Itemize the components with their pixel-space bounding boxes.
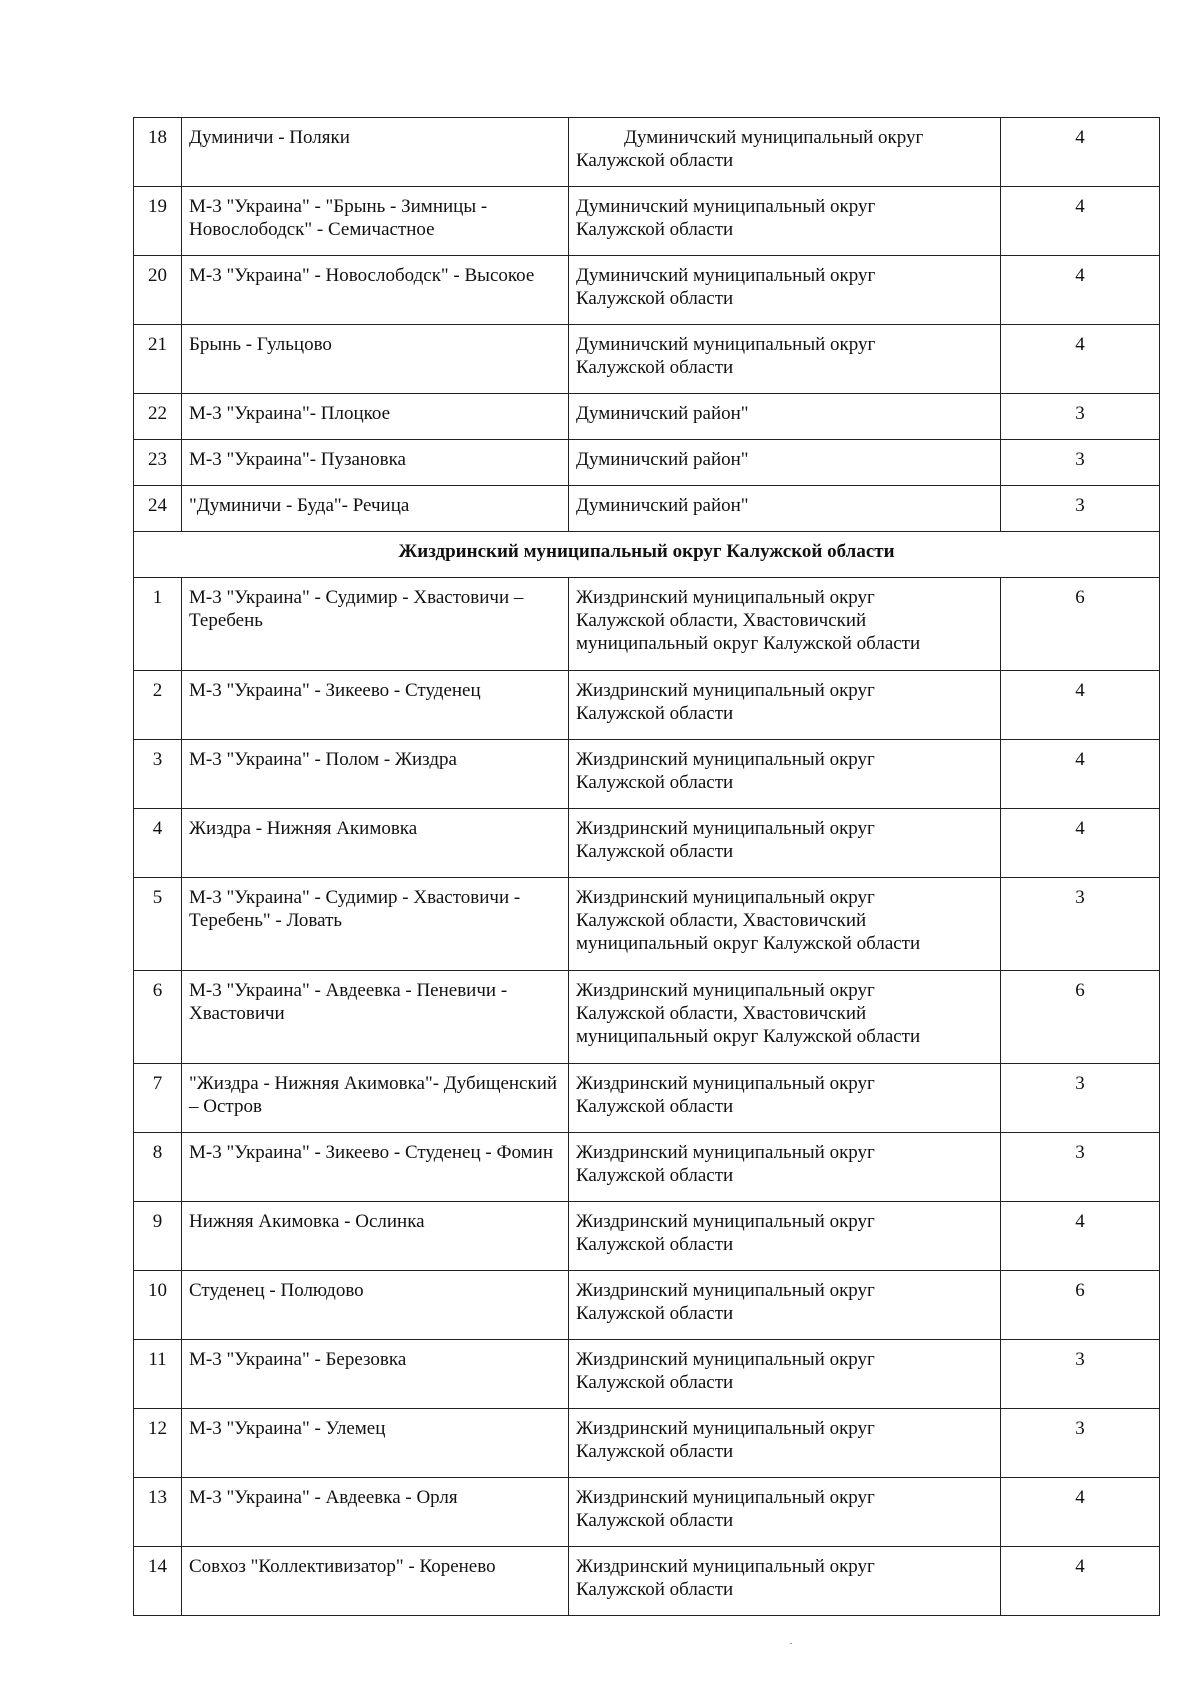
table-row xyxy=(134,578,1160,671)
road-name: М-3 "Украина" - Новослободск" - Высокое xyxy=(182,256,569,325)
area-line: муниципальный округ Калужской области xyxy=(576,633,921,654)
row-number: 9 xyxy=(134,1202,182,1271)
area-line: Калужской области xyxy=(576,288,734,309)
section-row xyxy=(134,532,1160,578)
table-row xyxy=(134,325,1160,394)
row-value: 4 xyxy=(1001,740,1160,809)
area-line: Калужской области, Хвастовичский xyxy=(576,910,867,931)
area-line: Думиничский район" xyxy=(576,403,749,424)
road-name: Думиничи - Поляки xyxy=(182,118,569,187)
row-number: 12 xyxy=(134,1409,182,1478)
table-row xyxy=(134,394,1160,440)
area-cell xyxy=(569,1064,1001,1133)
road-name: М-3 "Украина" - Березовка xyxy=(182,1340,569,1409)
area-line: Калужской области xyxy=(576,1303,734,1324)
area-line: Жиздринский муниципальный округ xyxy=(576,980,875,1001)
row-number: 20 xyxy=(134,256,182,325)
table-row xyxy=(134,1340,1160,1409)
row-value: 3 xyxy=(1001,1064,1160,1133)
area-cell xyxy=(569,1340,1001,1409)
area-line: Жиздринский муниципальный округ xyxy=(576,1280,875,1301)
road-name: "Жиздра - Нижняя Акимовка"- Дубищенский – Остров xyxy=(182,1064,569,1133)
row-value: 4 xyxy=(1001,1547,1160,1616)
road-name: Студенец - Полюдово xyxy=(182,1271,569,1340)
row-value: 4 xyxy=(1001,118,1160,187)
table-row xyxy=(134,1064,1160,1133)
road-name: М-3 "Украина" - Полом - Жиздра xyxy=(182,740,569,809)
row-value: 3 xyxy=(1001,394,1160,440)
row-value: 4 xyxy=(1001,256,1160,325)
row-number: 6 xyxy=(134,971,182,1064)
table-row xyxy=(134,1271,1160,1340)
area-line: Жиздринский муниципальный округ xyxy=(576,1349,875,1370)
area-line: муниципальный округ Калужской области xyxy=(576,1026,921,1047)
area-line: Калужской области xyxy=(576,1234,734,1255)
area-cell xyxy=(569,878,1001,971)
row-value: 4 xyxy=(1001,809,1160,878)
table-row xyxy=(134,1409,1160,1478)
area-cell xyxy=(569,1271,1001,1340)
area-cell xyxy=(569,187,1001,256)
area-line: Калужской области xyxy=(576,1441,734,1462)
road-name: М-3 "Украина" - Авдеевка - Пеневичи - Хвастовичи xyxy=(182,971,569,1064)
area-line: Калужской области xyxy=(576,1096,734,1117)
area-line: Калужской области xyxy=(576,357,734,378)
row-value: 4 xyxy=(1001,671,1160,740)
area-cell xyxy=(569,1202,1001,1271)
area-cell xyxy=(569,118,1001,187)
roads-table xyxy=(133,117,1160,1616)
row-value: 3 xyxy=(1001,1409,1160,1478)
road-name: Жиздра - Нижняя Акимовка xyxy=(182,809,569,878)
area-line: Калужской области xyxy=(576,219,734,240)
table-row xyxy=(134,971,1160,1064)
road-name: М-3 "Украина" - Зикеево - Студенец xyxy=(182,671,569,740)
table-row xyxy=(134,740,1160,809)
row-number: 11 xyxy=(134,1340,182,1409)
area-line: Жиздринский муниципальный округ xyxy=(576,1556,875,1577)
area-line: Думиничский муниципальный округ xyxy=(576,334,876,355)
row-number: 23 xyxy=(134,440,182,486)
table-row xyxy=(134,1133,1160,1202)
area-line: Калужской области xyxy=(576,772,734,793)
area-line: Калужской области xyxy=(576,703,734,724)
area-line: Калужской области xyxy=(576,150,734,171)
row-value: 4 xyxy=(1001,325,1160,394)
area-line: Калужской области xyxy=(576,841,734,862)
area-cell xyxy=(569,1409,1001,1478)
area-line: Жиздринский муниципальный округ xyxy=(576,887,875,908)
area-cell xyxy=(569,671,1001,740)
area-line: Жиздринский муниципальный округ xyxy=(576,1211,875,1232)
area-line: Жиздринский муниципальный округ xyxy=(576,1073,875,1094)
area-line: Жиздринский муниципальный округ xyxy=(576,818,875,839)
road-name: Нижняя Акимовка - Ослинка xyxy=(182,1202,569,1271)
area-line: Думиничский район" xyxy=(576,449,749,470)
table-row xyxy=(134,486,1160,532)
area-line: Калужской области xyxy=(576,1372,734,1393)
row-value: 3 xyxy=(1001,486,1160,532)
row-number: 3 xyxy=(134,740,182,809)
row-number: 18 xyxy=(134,118,182,187)
area-cell xyxy=(569,1547,1001,1616)
area-line: Жиздринский муниципальный округ xyxy=(576,680,875,701)
row-number: 2 xyxy=(134,671,182,740)
road-name: М-3 "Украина" - "Брынь - Зимницы - Новослободск" - Семичастное xyxy=(182,187,569,256)
row-value: 3 xyxy=(1001,1133,1160,1202)
road-name: М-3 "Украина"- Пузановка xyxy=(182,440,569,486)
row-value: 4 xyxy=(1001,1478,1160,1547)
area-cell xyxy=(569,740,1001,809)
row-number: 4 xyxy=(134,809,182,878)
area-cell xyxy=(569,1478,1001,1547)
area-line: Думиничский муниципальный округ xyxy=(576,196,876,217)
area-line: Думиничский муниципальный округ xyxy=(624,127,924,148)
table-row xyxy=(134,187,1160,256)
area-line: Жиздринский муниципальный округ xyxy=(576,1142,875,1163)
table-row xyxy=(134,440,1160,486)
area-cell xyxy=(569,971,1001,1064)
scan-speck xyxy=(790,1643,792,1644)
row-number: 8 xyxy=(134,1133,182,1202)
area-cell xyxy=(569,809,1001,878)
table-row xyxy=(134,671,1160,740)
road-name: Брынь - Гульцово xyxy=(182,325,569,394)
area-cell xyxy=(569,1133,1001,1202)
road-name: М-3 "Украина" - Зикеево - Студенец - Фомин xyxy=(182,1133,569,1202)
area-line: Жиздринский муниципальный округ xyxy=(576,587,875,608)
table-row xyxy=(134,1547,1160,1616)
area-line: Калужской области, Хвастовичский xyxy=(576,610,867,631)
area-line: Калужской области xyxy=(576,1165,734,1186)
area-cell xyxy=(569,394,1001,440)
area-line: Жиздринский муниципальный округ xyxy=(576,749,875,770)
row-value: 4 xyxy=(1001,1202,1160,1271)
area-line: Думиничский район" xyxy=(576,495,749,516)
area-cell xyxy=(569,578,1001,671)
row-value: 3 xyxy=(1001,440,1160,486)
area-cell xyxy=(569,256,1001,325)
area-cell xyxy=(569,325,1001,394)
row-number: 21 xyxy=(134,325,182,394)
section-title: Жиздринский муниципальный округ Калужской области xyxy=(134,532,1160,578)
area-line: Калужской области xyxy=(576,1510,734,1531)
row-number: 7 xyxy=(134,1064,182,1133)
area-line: Калужской области xyxy=(576,1579,734,1600)
area-line: Жиздринский муниципальный округ xyxy=(576,1418,875,1439)
row-number: 1 xyxy=(134,578,182,671)
row-number: 10 xyxy=(134,1271,182,1340)
row-number: 24 xyxy=(134,486,182,532)
road-name: М-3 "Украина" - Судимир - Хвастовичи - Теребень" - Ловать xyxy=(182,878,569,971)
area-line: Калужской области, Хвастовичский xyxy=(576,1003,867,1024)
row-number: 5 xyxy=(134,878,182,971)
road-name: М-3 "Украина"- Плоцкое xyxy=(182,394,569,440)
road-name: "Думиничи - Буда"- Речица xyxy=(182,486,569,532)
road-name: М-3 "Украина" - Судимир - Хвастовичи – Теребень xyxy=(182,578,569,671)
row-number: 14 xyxy=(134,1547,182,1616)
table-row xyxy=(134,256,1160,325)
table-row xyxy=(134,809,1160,878)
table-row xyxy=(134,118,1160,187)
area-line: муниципальный округ Калужской области xyxy=(576,933,921,954)
roads-table-body xyxy=(134,118,1160,1616)
area-cell xyxy=(569,440,1001,486)
area-cell xyxy=(569,486,1001,532)
row-value: 3 xyxy=(1001,878,1160,971)
row-value: 3 xyxy=(1001,1340,1160,1409)
table-row xyxy=(134,878,1160,971)
row-value: 6 xyxy=(1001,578,1160,671)
row-value: 6 xyxy=(1001,1271,1160,1340)
row-number: 19 xyxy=(134,187,182,256)
row-number: 13 xyxy=(134,1478,182,1547)
row-value: 4 xyxy=(1001,187,1160,256)
table-row xyxy=(134,1202,1160,1271)
area-line: Жиздринский муниципальный округ xyxy=(576,1487,875,1508)
road-name: М-3 "Украина" - Авдеевка - Орля xyxy=(182,1478,569,1547)
area-line: Думиничский муниципальный округ xyxy=(576,265,876,286)
table-row xyxy=(134,1478,1160,1547)
row-value: 6 xyxy=(1001,971,1160,1064)
road-name: Совхоз "Коллективизатор" - Коренево xyxy=(182,1547,569,1616)
road-name: М-3 "Украина" - Улемец xyxy=(182,1409,569,1478)
row-number: 22 xyxy=(134,394,182,440)
